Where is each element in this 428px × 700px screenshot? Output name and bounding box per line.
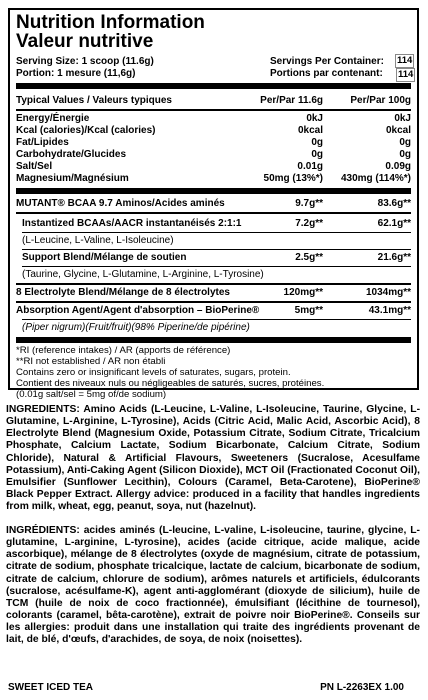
portion: Portion: 1 mesure (11,6g) xyxy=(16,68,136,79)
nutrient-value-serving: 0.01g xyxy=(297,161,323,172)
nutrient-value-serving: 0kJ xyxy=(306,113,323,124)
nutrient-value-100g: 0kJ xyxy=(394,113,411,124)
divider xyxy=(16,283,411,285)
divider xyxy=(22,249,411,250)
footnote: (0.01g salt/sel = 5mg of/de sodium) xyxy=(16,389,167,400)
blend-value-serving: 2.5g** xyxy=(295,252,323,263)
blend-value-100g: 1034mg** xyxy=(365,287,411,298)
divider xyxy=(16,301,411,303)
nutrition-panel xyxy=(8,8,419,400)
blend-label: Support Blend/Mélange de soutien xyxy=(22,252,187,263)
header-label: Typical Values / Valeurs typiques xyxy=(16,95,172,106)
nutrient-value-100g: 0.09g xyxy=(385,161,411,172)
ingredients-en: INGREDIENTS: Amino Acids (L-Leucine, L-Valine, L-Isoleucine, Taurine, Glycine, L-Glutamine, L-Arginine, L-Tyrosine), Acids (Citric Acid, Malic Acid, Ascorbic Acid), 8 Electrolyte Blend (Magnesium Oxide, Potassium Citrate, Sodium Citrate, Tricalcium Phosphate, Calcium Lactate, Sodium Bicarbonate, Calcium Citrate, Sodium Chloride), Natural & Artificial Flavours, Sweeteners (Sucralose, Acesulfame Potassium), Anti-Caking Agent (Silicon Dioxide), MCT Oil (Fractionated Coconut Oil), Emulsifier (Sunflower Lecithin), Colours (Caramel, Beta-Carotene), BioPerine® Black Pepper Extract. Allergy advice: produced in a facility that handles ingredients from milk, wheat, egg, peanut, soya, nut (hazelnut). xyxy=(6,404,420,513)
divider xyxy=(22,266,411,267)
blend-value-100g: 62.1g** xyxy=(377,218,411,229)
blend-value-serving: 7.2g** xyxy=(295,218,323,229)
blend-value-serving: 5mg** xyxy=(294,305,323,316)
blend-value-100g: 83.6g** xyxy=(377,198,411,209)
blend-label: (Taurine, Glycine, L-Glutamine, L-Arginine, L-Tyrosine) xyxy=(22,269,264,280)
servings-value: 114 xyxy=(397,55,413,66)
nutrient-value-100g: 0g xyxy=(399,149,411,160)
footnote: Contains zero or insignificant levels of saturates, sugars, protein. xyxy=(16,367,291,378)
blend-value-serving: 9.7g** xyxy=(295,198,323,209)
flavour-name: SWEET ICED TEA xyxy=(8,682,94,693)
nutrient-value-100g: 0kcal xyxy=(385,125,411,136)
divider-thick xyxy=(16,337,411,343)
nutrient-value-serving: 0g xyxy=(311,137,323,148)
blend-value-serving: 120mg** xyxy=(283,287,323,298)
nutrition-title-en: Nutrition Information xyxy=(16,12,205,33)
nutrient-value-serving: 50mg (13%*) xyxy=(263,173,323,184)
divider xyxy=(16,109,411,111)
blend-label: 8 Electrolyte Blend/Mélange de 8 électrolytes xyxy=(16,287,230,298)
divider xyxy=(22,319,411,320)
footnote: Contient des niveaux nuls ou négligeables de saturés, sucres, protéines. xyxy=(16,378,325,389)
divider-thick xyxy=(16,83,411,89)
blend-label: Absorption Agent/Agent d'absorption – BioPerine® xyxy=(16,305,260,316)
nutrient-label: Magnesium/Magnésium xyxy=(16,173,129,184)
footnote: **RI not established / AR non établi xyxy=(16,356,166,367)
serving-size: Serving Size: 1 scoop (11.6g) xyxy=(16,56,154,67)
ingredients-fr: INGRÉDIENTS: acides aminés (L-leucine, L-valine, L-isoleucine, taurine, glycine, L-glutamine, L-arginine, L-tyrosine), acides (acide citrique, acide malique, acide ascorbique), mélange de 8 électrolytes (oxyde de magnésium, citrate de potassium, citrate de sodium, phosphate tricalcique, lactate de calcium, bicarbonate de sodium, citrate de calcium, chlorure de sodium), arômes naturels et artificiels, édulcorants (sucralose, acésulfame-K), agent anti-agglomérant (dioxyde de silicium), huile de TCM (huile de noix de coco fractionnée), émulsifiant (lécithine de tournesol), colorants (caramel, bêta-carotène), extrait de poivre noir BioPerine®. Conseils sur les allergies: produit dans une installation qui traite des ingrédients provenant de lait, de blé, d'œufs, d'arachides, de soya, de noix (noisettes). xyxy=(6,525,420,646)
divider xyxy=(16,212,411,214)
nutrient-label: Fat/Lipides xyxy=(16,137,69,148)
nutrient-value-100g: 0g xyxy=(399,137,411,148)
nutrition-title-fr: Valeur nutritive xyxy=(16,31,154,52)
product-code: PN L-2263EX 1.00 xyxy=(320,682,404,693)
divider xyxy=(22,232,411,233)
servings-label: Servings Per Container: xyxy=(270,56,384,67)
nutrient-label: Kcal (calories)/Kcal (calories) xyxy=(16,125,156,136)
nutrient-label: Energy/Énergie xyxy=(16,113,90,124)
divider-thick xyxy=(16,188,411,194)
blend-label: (L-Leucine, L-Valine, L-Isoleucine) xyxy=(22,235,174,246)
blend-label: Instantized BCAAs/AACR instantanéisés 2:1:1 xyxy=(22,218,242,229)
nutrient-label: Salt/Sel xyxy=(16,161,53,172)
nutrient-value-serving: 0kcal xyxy=(297,125,323,136)
nutrient-value-100g: 430mg (114%*) xyxy=(340,173,411,184)
nutrient-label: Carbohydrate/Glucides xyxy=(16,149,127,160)
header-col2: Per/Par 100g xyxy=(350,95,411,106)
nutrient-value-serving: 0g xyxy=(311,149,323,160)
portions-label: Portions par contenant: xyxy=(270,68,383,79)
portions-value: 114 xyxy=(398,69,414,80)
blend-label: (Piper nigrum)(Fruit/fruit)(98% Piperine/de pipérine) xyxy=(22,322,250,333)
footnote: *RI (reference intakes) / AR (apports de référence) xyxy=(16,345,231,356)
header-col1: Per/Par 11.6g xyxy=(260,95,323,106)
blend-value-100g: 43.1mg** xyxy=(368,305,411,316)
blend-value-100g: 21.6g** xyxy=(377,252,411,263)
blend-label: MUTANT® BCAA 9.7 Aminos/Acides aminés xyxy=(16,198,225,209)
